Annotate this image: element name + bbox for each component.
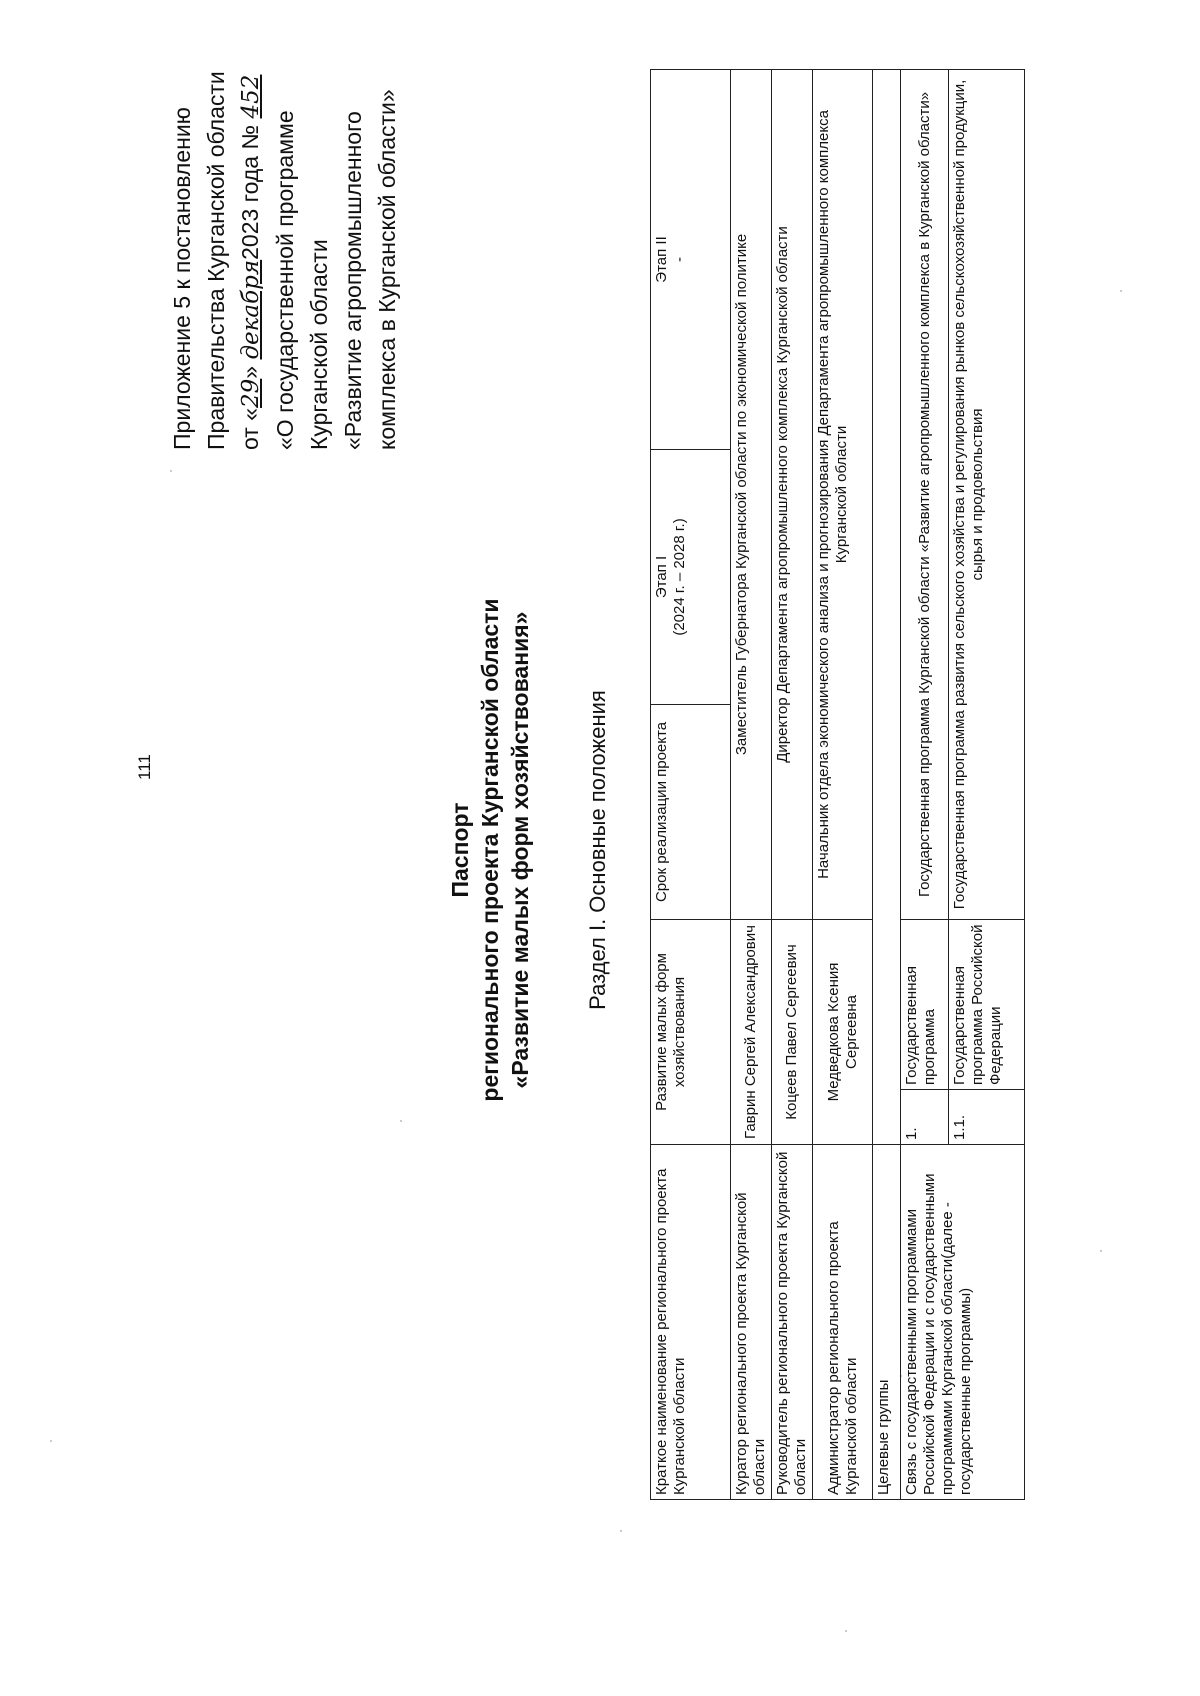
date-prefix: от « — [237, 407, 263, 450]
handwritten-day: 29 — [238, 378, 264, 408]
short-name-value: Развитие малых форм хозяйствования — [651, 919, 731, 1144]
table-row — [873, 69, 901, 1499]
appendix-date-line — [233, 30, 268, 450]
program-type: Государственная программа Российской Федерации — [949, 919, 1025, 1089]
stage-1 — [651, 449, 731, 704]
page-number: 111 — [135, 754, 154, 780]
administrator-name: Медведкова Ксения Сергеевна — [813, 919, 873, 1144]
appendix-line: «О государственной программе — [272, 110, 298, 450]
appendix-line: «Развитие агропромышленного — [340, 111, 366, 450]
program-type: Государственная программа — [901, 919, 949, 1089]
table-row — [731, 69, 772, 1499]
stage-1-label: Этап I — [653, 555, 670, 599]
date-year: 2023 года № — [237, 124, 263, 260]
appendix-line: Курганской области — [306, 239, 332, 450]
program-number: 1. — [901, 1090, 949, 1145]
title-line: «Развитие малых форм хозяйствования» — [507, 611, 533, 1089]
handwritten-month: декабря — [238, 259, 264, 360]
program-name: Государственная программа Курганской области «Развитие агропромышленного комплекса в Курганской области» — [901, 69, 949, 919]
table-row — [901, 69, 949, 1499]
row-label: Краткое наименование регионального проекта Курганской области — [651, 1145, 731, 1500]
document-sheet — [0, 50, 1185, 1650]
program-number: 1.1. — [949, 1090, 1025, 1145]
stage-1-period: (2024 г. – 2028 г.) — [671, 518, 688, 636]
row-label: Руководитель регионального проекта Курганской области — [772, 1145, 813, 1500]
handwritten-decree-number: 452 — [238, 74, 264, 119]
section-heading: Раздел I. Основные положения — [585, 690, 610, 1010]
term-label: Срок реализации проекта — [651, 704, 731, 919]
target-groups-value — [873, 69, 901, 1144]
table-row — [651, 69, 731, 1499]
title-line: Паспорт — [447, 802, 473, 898]
head-position: Директор Департамента агропромышленного комплекса Курганской области — [772, 69, 813, 919]
curator-position: Заместитель Губернатора Курганской области по экономической политике — [731, 69, 772, 919]
row-label: Целевые группы — [873, 1145, 901, 1500]
row-label: Куратор регионального проекта Курганской области — [731, 1145, 772, 1500]
appendix-line: Приложение 5 к постановлению — [169, 107, 195, 450]
stage-2 — [651, 69, 731, 449]
document-title — [445, 50, 535, 1650]
row-label: Связь с государственными программами Российской Федерации и с государственными программами Курганской области(далее - государственные программы) — [901, 1145, 1025, 1500]
program-name: Государственная программа развития сельского хозяйства и регулирования рынков сельскохозяйственной продукции, сырья и продовольствия — [949, 69, 1025, 919]
administrator-position: Начальник отдела экономического анализа и прогнозирования Департамента агропромышленного комплекса Курганской области — [813, 69, 873, 919]
passport-table — [650, 69, 1025, 1500]
title-line: регионального проекта Курганской области — [477, 598, 503, 1102]
curator-name: Гаврин Сергей Александрович — [731, 919, 772, 1144]
row-label: Администратор регионального проекта Курганской области — [813, 1145, 873, 1500]
stage-2-value: - — [671, 256, 688, 262]
table-row — [813, 69, 873, 1499]
stage-2-label: Этап II — [653, 236, 670, 283]
appendix-line: Правительства Курганской области — [203, 71, 229, 450]
head-name: Коцеев Павел Сергеевич — [772, 919, 813, 1144]
appendix-block — [165, 30, 404, 450]
date-quote: » — [237, 365, 263, 379]
table-row — [772, 69, 813, 1499]
appendix-line: комплекса в Курганской области» — [374, 89, 400, 450]
